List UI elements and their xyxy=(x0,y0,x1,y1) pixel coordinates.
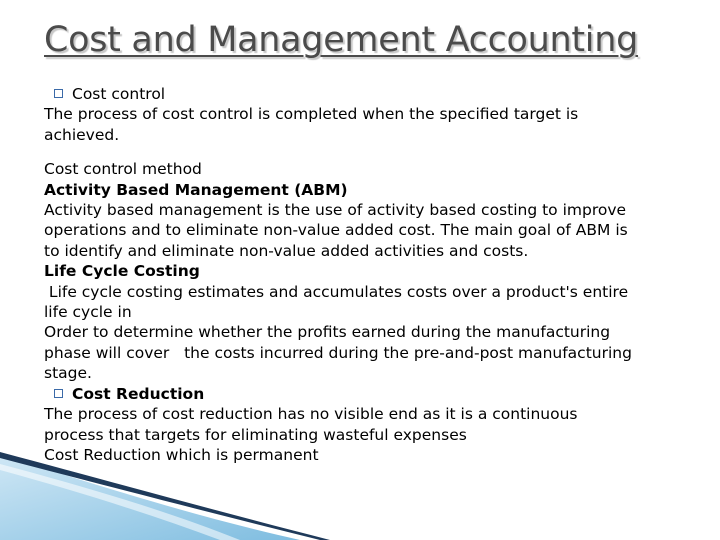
lcc-line-2: life cycle in xyxy=(44,303,132,322)
bullet-cost-reduction xyxy=(44,384,694,404)
lcc-heading: Life Cycle Costing xyxy=(44,262,200,281)
lcc-line-3: Order to determine whether the profits earned during the manufacturing xyxy=(44,323,611,342)
abm-line-2: operations and to eliminate non-value added cost. The main goal of ABM is xyxy=(44,221,628,240)
cost-reduction-line-3: Cost Reduction which is permanent xyxy=(44,445,319,464)
bullet-cost-control xyxy=(44,84,694,104)
lcc-line-4: phase will cover the costs incurred during the pre-and-post manufacturing xyxy=(44,343,632,362)
lcc-line-1: Life cycle costing estimates and accumulates costs over a product's entire xyxy=(44,282,629,301)
cost-control-heading: Cost control xyxy=(72,85,166,103)
cost-reduction-heading: Cost Reduction xyxy=(72,384,205,403)
square-bullet-icon xyxy=(54,89,63,98)
cost-reduction-line-1: The process of cost reduction has no visible end as it is a continuous xyxy=(44,405,578,424)
abm-line-1: Activity based management is the use of activity based costing to improve xyxy=(44,201,627,220)
decorative-swoosh xyxy=(0,440,720,540)
abm-heading: Activity Based Management (ABM) xyxy=(44,180,348,199)
slide-body xyxy=(44,84,694,465)
cost-reduction-line-2: process that targets for eliminating wasteful expenses xyxy=(44,425,467,444)
abm-line-3: to identify and eliminate non-value added activities and costs. xyxy=(44,241,529,260)
square-bullet-icon xyxy=(54,389,63,398)
cost-control-method-heading: Cost control method xyxy=(44,160,202,179)
slide-title: Cost and Management Accounting xyxy=(44,20,639,60)
lcc-line-5: stage. xyxy=(44,364,92,383)
cost-control-line-1: The process of cost control is completed when the specified target is xyxy=(44,105,579,124)
cost-control-line-2: achieved. xyxy=(44,125,120,144)
